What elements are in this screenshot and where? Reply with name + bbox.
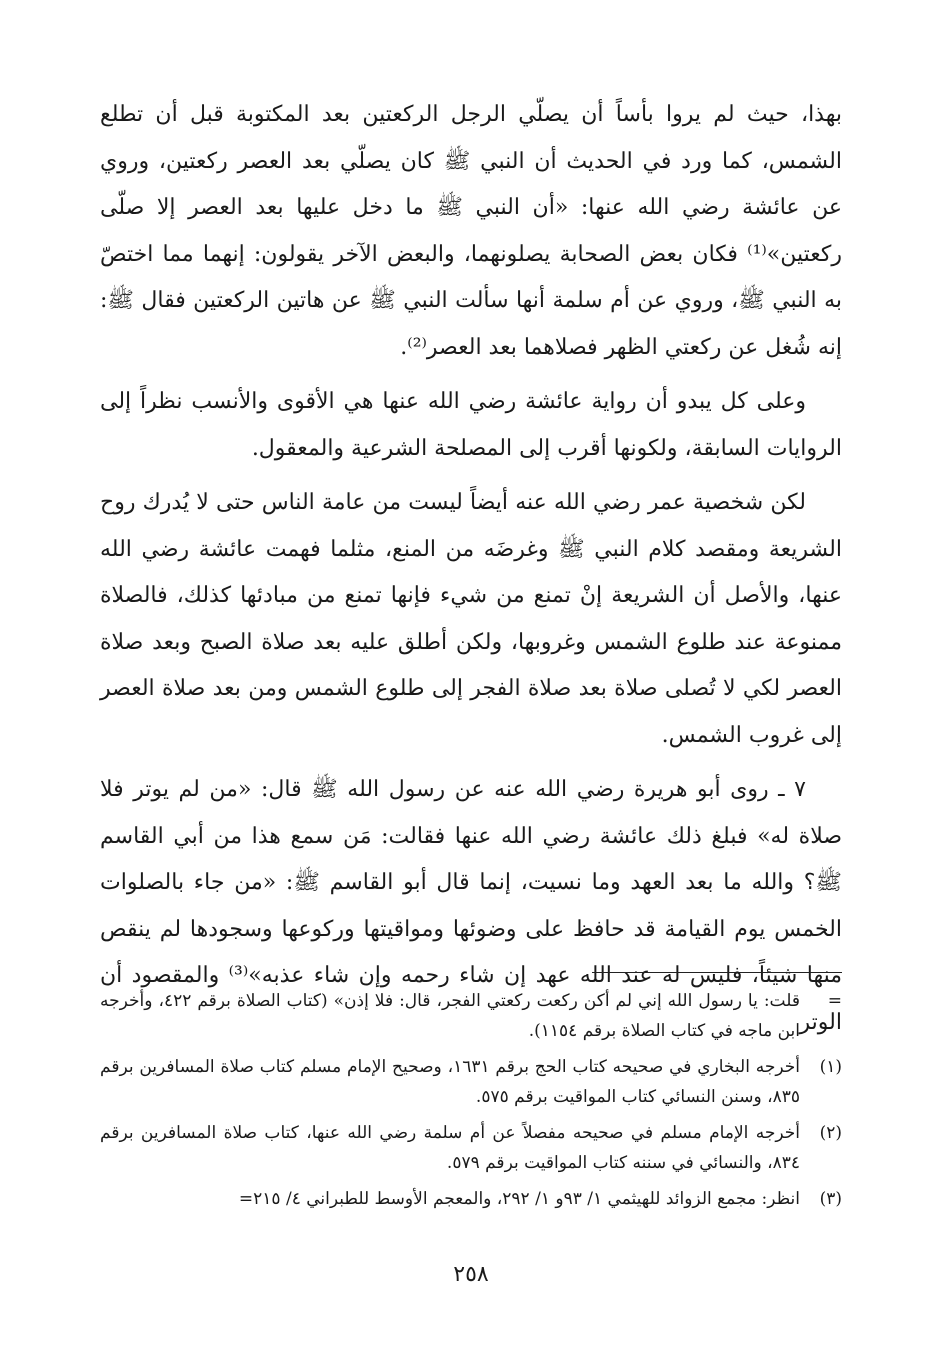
footnote-marker: =: [827, 991, 842, 1011]
paragraph-1: بهذا، حيث لم يروا بأساً أن يصلّي الرجل الركعتين بعد المكتوبة قبل أن تطلع الشمس، كما ورد في الحديث أن النبي ﷺ كان يصلّي بعد العصر ركعتين، وروي عن عائشة رضي الله عنها: «أن النبي ﷺ ما دخل عليها بعد العصر إلا صلّى ركعتين»⁽¹⁾ فكان بعض الصحابة يصلونهما، والبعض الآخر يقولون: إنهما مما اختصّ به النبي ﷺ، وروي عن أم سلمة أنها سألت النبي ﷺ عن هاتين الركعتين فقال ﷺ: إنه شُغل عن ركعتي الظهر فصلاهما بعد العصر⁽²⁾.: [100, 102, 843, 360]
page-number: ٢٥٨: [453, 1262, 489, 1287]
footnote-text: قلت: يا رسول الله إني لم أكن ركعت ركعتي الفجر، قال: فلا إذن» (كتاب الصلاة برقم ٤٢٢، وأخرجه ابن ماجه في كتاب الصلاة برقم ١١٥٤).: [100, 991, 800, 1041]
footnote-2: [100, 1118, 842, 1178]
footnote-3: [100, 1184, 842, 1214]
paragraph-4: ٧ ـ روى أبو هريرة رضي الله عنه عن رسول الله ﷺ قال: «من لم يوتر فلا صلاة له» فبلغ ذلك عائشة رضي الله عنها فقالت: مَن سمع هذا من أبي القاسم ﷺ؟ والله ما بعد العهد وما نسيت، إنما قال أبو القاسم ﷺ: «من جاء بالصلوات الخمس يوم القيامة قد حافظ على وضوئها ومواقيتها وركوعها وسجودها لم ينقص منها شيئاً، فليس له عند الله عهد إن شاء رحمه وإن شاء عذبه»⁽³⁾ والمقصود أن الوتر: [100, 777, 843, 1035]
footnote-marker: (٣): [819, 1189, 842, 1209]
main-text: [100, 92, 842, 1054]
footnote-text: انظر: مجمع الزوائد للهيثمي ١/ ٩٣و ١/ ٢٩٢، والمعجم الأوسط للطبراني ٤/ ٢١٥=: [238, 1189, 800, 1209]
footnote-marker: (٢): [819, 1123, 842, 1143]
footnote-marker: (١): [819, 1057, 842, 1077]
footnote-1: [100, 1052, 842, 1112]
paragraph-2: وعلى كل يبدو أن رواية عائشة رضي الله عنها هي الأقوى والأنسب نظراً إلى الروايات السابقة، ولكونها أقرب إلى المصلحة الشرعية والمعقول.: [100, 389, 842, 461]
footnote-continuation: [100, 986, 842, 1046]
footnote-divider: [592, 972, 842, 973]
footnote-text: أخرجه الإمام مسلم في صحيحه مفصلاً عن أم سلمة رضي الله عنها، كتاب صلاة المسافرين برقم ٨٣٤، والنسائي في سننه كتاب المواقيت برقم ٥٧٩.: [100, 1123, 800, 1173]
paragraph-3: لكن شخصية عمر رضي الله عنه أيضاً ليست من عامة الناس حتى لا يُدرك روح الشريعة ومقصد كلام النبي ﷺ وغرضَه من المنع، مثلما فهمت عائشة رضي الله عنها، والأصل أن الشريعة إنْ تمنع من شيء فإنها تمنع من مبادئها كذلك، فالصلاة ممنوعة عند طلوع الشمس وغروبها، ولكن أطلق عليه بعد صلاة الصبح وبعد صلاة العصر لكي لا تُصلى صلاة بعد صلاة الفجر إلى طلوع الشمس ومن بعد صلاة العصر إلى غروب الشمس.: [100, 490, 842, 748]
footnote-list: [100, 986, 842, 1220]
footnote-text: أخرجه البخاري في صحيحه كتاب الحج برقم ١٦٣١، وصحيح الإمام مسلم كتاب صلاة المسافرين برقم ٨٣٥، وسنن النسائي كتاب المواقيت برقم ٥٧٥.: [100, 1057, 800, 1107]
